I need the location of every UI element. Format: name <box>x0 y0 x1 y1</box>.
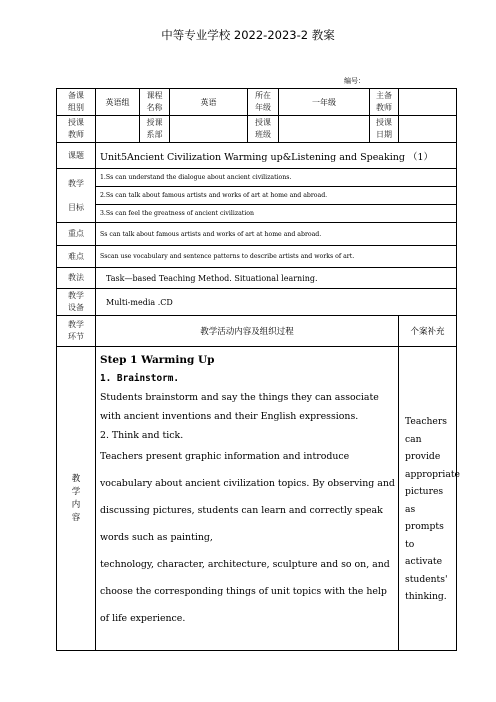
info-row-1 <box>57 89 457 116</box>
info-row-2 <box>57 116 457 143</box>
label-teacher: 授课 教师 <box>57 116 96 143</box>
value-teacher <box>96 116 140 143</box>
page-title: 中等专业学校 2022-2023-2 教案 <box>161 28 335 42</box>
label-grade: 所在 年级 <box>248 89 279 116</box>
goals-row-2 <box>57 187 457 205</box>
label-group: 备课 组别 <box>57 89 96 116</box>
method-value: Task—based Teaching Method. Situational learning. <box>96 268 457 289</box>
label-process: 教学 环节 <box>57 316 96 347</box>
difficult-point-value: Sscan use vocabulary and sentence patterns to describe artists and works of art. <box>96 246 457 268</box>
paragraph-brainstorm: Students brainstorm and say the things they can associate with ancient inventions and their English expressions. <box>100 392 379 422</box>
topic-row <box>57 143 457 169</box>
label-key-point: 重点 <box>57 223 96 246</box>
process-right-heading: 个案补充 <box>399 316 457 347</box>
label-equipment: 教学 设备 <box>57 289 96 316</box>
label-lead-teacher: 主备 教师 <box>370 89 399 116</box>
equipment-value: Multi-media .CD <box>96 289 457 316</box>
lesson-plan-table <box>56 88 460 651</box>
value-class <box>279 116 370 143</box>
sub-heading-brainstorm: 1. Brainstorm. <box>100 373 180 384</box>
goals-row-1 <box>57 169 457 187</box>
content-body <box>96 347 399 651</box>
value-date <box>399 116 457 143</box>
serial-number-label: 编号： <box>344 77 365 85</box>
goals-row-3 <box>57 205 457 223</box>
goal-item: 1.Ss can understand the dialogue about ancient civilizations. <box>96 169 457 187</box>
case-note: Teachers can provide appropriate pictures as prompts to activate students' thinking. <box>399 347 457 651</box>
value-lead-teacher <box>399 89 457 116</box>
value-group: 英语组 <box>96 89 140 116</box>
equipment-row <box>57 289 457 316</box>
key-point-value: Ss can talk about famous artists and works of art at home and abroad. <box>96 223 457 246</box>
label-date: 授课 日期 <box>370 116 399 143</box>
label-difficult-point: 难点 <box>57 246 96 268</box>
step-heading: Step 1 Warming Up <box>100 354 215 366</box>
paragraph-think: Teachers present graphic information and introduce vocabulary about ancient civilization topics. By observing and discussing pictures, students can learn and correctly speak words such as painting, <box>100 451 395 543</box>
label-content: 教 学 内 容 <box>57 347 96 651</box>
label-course: 课程 名称 <box>140 89 170 116</box>
topic-value: Unit5Ancient Civilization Warming up&Listening and Speaking （1） <box>96 143 457 169</box>
label-goals: 教学 目标 <box>57 169 96 223</box>
difficult-point-row <box>57 246 457 268</box>
goal-item: 2.Ss can talk about famous artists and works of art at home and abroad. <box>96 187 457 205</box>
label-topic: 课题 <box>57 143 96 169</box>
key-point-row <box>57 223 457 246</box>
label-method: 教法 <box>57 268 96 289</box>
label-department: 授课 系部 <box>140 116 170 143</box>
label-class: 授课 班级 <box>248 116 279 143</box>
sub-heading-think: 2. Think and tick. <box>100 430 184 441</box>
process-header-row <box>57 316 457 347</box>
value-course: 英语 <box>170 89 248 116</box>
process-center-heading: 教学活动内容及组织过程 <box>96 316 399 347</box>
value-grade: 一年级 <box>279 89 370 116</box>
value-department <box>170 116 248 143</box>
content-row <box>57 347 457 651</box>
method-row <box>57 268 457 289</box>
paragraph-vocabulary: technology, character, architecture, sculpture and so on, and choose the corresponding things of unit topics with the help of life experience. <box>100 559 390 624</box>
goal-item: 3.Ss can feel the greatness of ancient civilization <box>96 205 457 223</box>
